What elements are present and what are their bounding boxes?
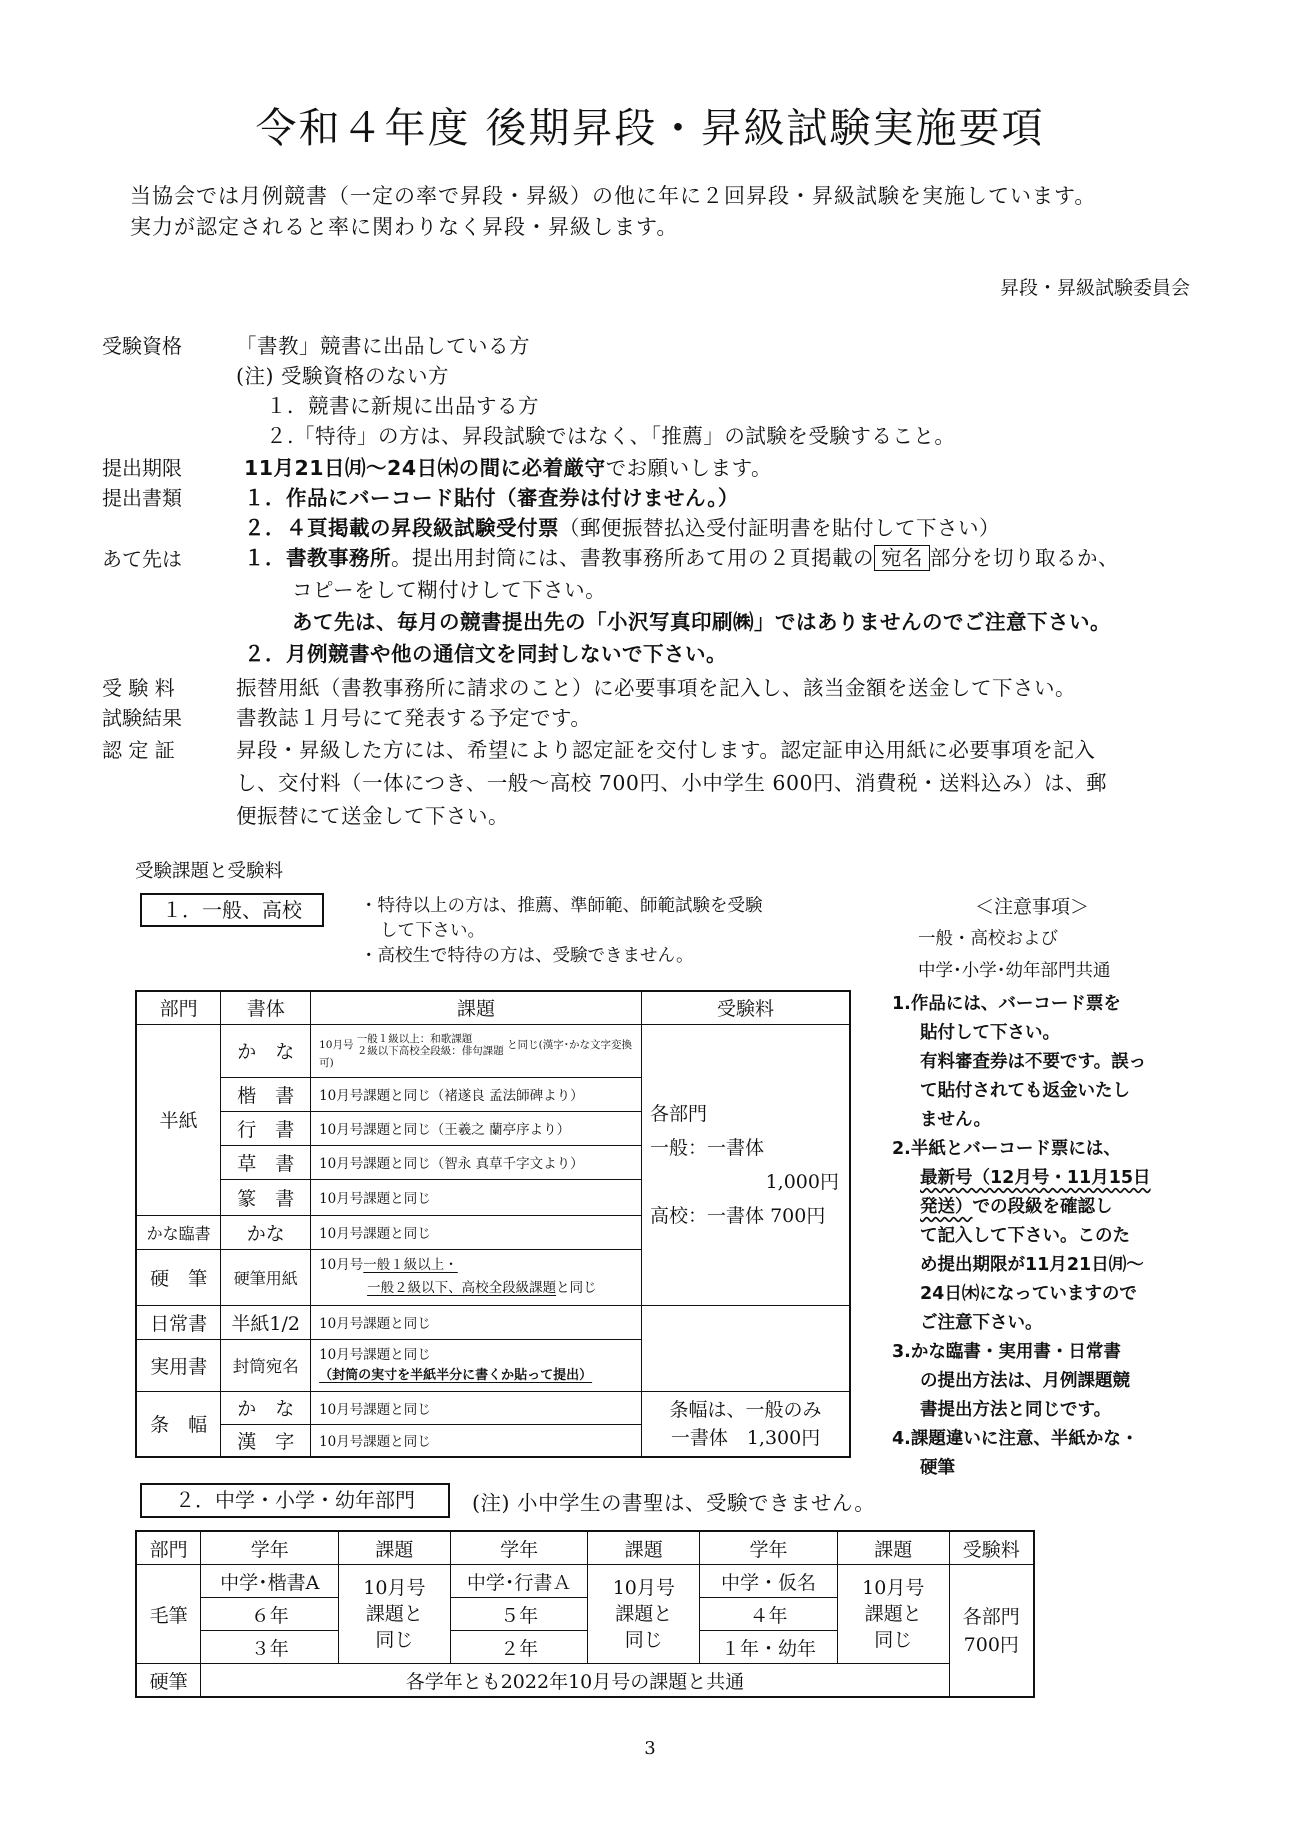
bumon-jofuku: 条 幅 <box>136 1391 221 1457</box>
header-bumon: 部門 <box>136 1531 201 1565</box>
task-kohitsu-c: 一般２級以下、高校全段級課題 <box>367 1280 557 1296</box>
bumon-kanarinsho: かな臨書 <box>136 1215 221 1249</box>
header-fee: 受験料 <box>949 1531 1034 1565</box>
table-row <box>136 1305 850 1339</box>
grade-3-1: 中学・仮名 <box>700 1565 838 1598</box>
intro-line-2: 実力が認定されると率に関わりなく昇段・昇級します。 <box>130 215 679 239</box>
style-sosho: 草 書 <box>221 1145 311 1179</box>
grade-1-2: ６年 <box>201 1598 339 1631</box>
style-kaisho: 楷 書 <box>221 1077 311 1111</box>
address-line-1 <box>244 541 1119 571</box>
grade-3-2: ４年 <box>700 1598 838 1631</box>
bumon-kohitsu: 硬筆 <box>136 1664 201 1698</box>
note-1-line-5: ません。 <box>920 1110 992 1130</box>
task-kohitsu-b: 一般１級以上・ <box>363 1257 458 1273</box>
grade-2-1: 中学･行書Ａ <box>450 1565 588 1598</box>
certificate-line-1: 昇段・昇級した方には、希望により認定証を交付します。認定証申込用紙に必要事項を記入 <box>236 738 1096 762</box>
header-grade-2: 学年 <box>450 1531 588 1565</box>
note-1-line-2: 貼付して下さい。 <box>920 1023 1060 1043</box>
fee-text: 振替用紙（書教事務所に請求のこと）に必要事項を記入し、該当金額を送金して下さい。 <box>236 676 1076 700</box>
style-kana: か な <box>221 1024 311 1077</box>
label-documents: 提出書類 <box>102 486 182 510</box>
part1-bullet-1a: ・特待以上の方は、推薦、準師範、師範試験を受験 <box>360 896 763 916</box>
table-row <box>136 1024 850 1077</box>
eligibility-line-3: １．競書に新規に出品する方 <box>266 394 539 418</box>
part2-header-row <box>136 1531 1034 1565</box>
task-jitsuyo-a: 10月号課題と同じ <box>319 1346 431 1363</box>
task-2-line-2: 課題と <box>615 1603 673 1625</box>
part1-header-row <box>136 991 850 1024</box>
part1-bullet-2: ・高校生で特待の方は、受験できません。 <box>360 946 694 966</box>
task-2-line-1: 10月号 <box>612 1577 675 1599</box>
label-fee: 受 験 料 <box>102 676 175 700</box>
grade-1-1: 中学･楷書A <box>201 1565 339 1598</box>
part1-bullet-1b: して下さい。 <box>380 921 485 941</box>
note-1-line-3: 有料審査券は不要です。誤っ <box>920 1052 1147 1072</box>
task-kaisho: 10月号課題と同じ（褚遂良 孟法師碑より） <box>311 1077 642 1111</box>
style-jitsuyo: 封筒宛名 <box>221 1339 311 1391</box>
header-kadai: 課題 <box>311 991 642 1024</box>
label-result: 試験結果 <box>102 706 182 730</box>
bumon-mouhitsu: 毛筆 <box>136 1565 201 1664</box>
eligibility-line-1: 「書教」競書に出品している方 <box>236 334 530 358</box>
note-3-line-2: の提出方法は、月例課題競 <box>920 1371 1130 1391</box>
note-2-line-3-a: 発送） <box>920 1197 973 1217</box>
part1-table <box>135 990 851 1458</box>
address-line-1-a: 。提出用封筒には、書教事務所あて用の２頁掲載の <box>391 546 874 570</box>
table-row <box>136 1664 1034 1698</box>
fee-line-3: 1,000円 <box>765 1170 839 1193</box>
result-text: 書教誌１月号にて発表する予定です。 <box>236 706 592 730</box>
style-kohitsu: 硬筆用紙 <box>221 1249 311 1305</box>
fee-line-1: 各部門 <box>650 1102 708 1125</box>
header-fee: 受験料 <box>642 991 850 1024</box>
documents-line-2-rest: （郵便振替払込受付証明書を貼付して下さい） <box>559 516 1000 540</box>
intro-line-1: 当協会では月例競書（一定の率で昇段・昇級）の他に年に２回昇段・昇級試験を実施しています。 <box>130 184 1097 208</box>
task-kana-b: 一般１級以上：和歌課題 <box>356 1032 473 1045</box>
task-jitsuyo <box>311 1339 642 1391</box>
task-kohitsu <box>311 1249 642 1305</box>
notes-list <box>892 990 1222 1483</box>
kohitsu-task: 各学年とも2022年10月号の課題と共通 <box>201 1664 949 1698</box>
part2-table <box>135 1530 1035 1698</box>
label-certificate: 認 定 証 <box>102 738 175 762</box>
notes-title: ＜注意事項＞ <box>975 896 1090 918</box>
address-office: １．書教事務所 <box>244 546 391 570</box>
task-kana-d: と同じ(漢字･かな文字変換可) <box>319 1038 633 1069</box>
header-grade-1: 学年 <box>201 1531 339 1565</box>
header-bumon: 部門 <box>136 991 221 1024</box>
label-eligibility: 受験資格 <box>102 334 182 358</box>
task-tensho: 10月号課題と同じ <box>311 1179 642 1215</box>
notes-sub-2: 中学･小学･幼年部門共通 <box>918 961 1111 981</box>
note-2-line-3-b: での段級を確認し <box>972 1197 1113 1217</box>
fee-jofuku-1: 条幅は、一般のみ <box>669 1398 822 1421</box>
note-1-line-1: 1.作品には、バーコード票を <box>892 994 1121 1014</box>
grade-1-3: ３年 <box>201 1631 339 1664</box>
note-2-line-4: て記入して下さい。このた <box>920 1226 1130 1246</box>
task-kanarinsho: 10月号課題と同じ <box>311 1215 642 1249</box>
style-gyosho: 行 書 <box>221 1111 311 1145</box>
style-nichijo: 半紙1/2 <box>221 1305 311 1339</box>
header-task-3: 課題 <box>837 1531 949 1565</box>
style-tensho: 篆 書 <box>221 1179 311 1215</box>
subjects-heading: 受験課題と受験料 <box>135 861 284 882</box>
address-line-3: あて先は、毎月の競書提出先の「小沢写真印刷㈱」ではありませんのでご注意下さい。 <box>292 610 1111 634</box>
task-3-line-2: 課題と <box>864 1603 922 1625</box>
address-line-4: ２．月例競書や他の通信文を同封しないで下さい。 <box>244 642 727 666</box>
header-task-1: 課題 <box>339 1531 451 1565</box>
part2-fee-line-1: 各部門 <box>962 1605 1020 1628</box>
task-kana-a: 10月号 <box>319 1038 354 1051</box>
task-kana-c: ２級以下高校全段級：俳句課題 <box>356 1044 504 1057</box>
note-1-line-4: て貼付されても返金いたし <box>920 1081 1130 1101</box>
task-kohitsu-d: と同じ <box>556 1280 597 1296</box>
note-3-line-3: 書提出方法と同じです。 <box>920 1400 1112 1420</box>
task-cell-1 <box>339 1565 451 1664</box>
style-jofuku-kanji: 漢 字 <box>221 1424 311 1457</box>
task-2-line-3: 同じ <box>624 1629 663 1651</box>
fee-cell <box>642 1024 850 1305</box>
grade-2-2: ５年 <box>450 1598 588 1631</box>
part2-fee-line-2: 700円 <box>963 1633 1019 1656</box>
part1-label: １．一般、高校 <box>140 893 324 927</box>
part2-fee-cell <box>949 1565 1034 1698</box>
task-kana <box>311 1024 642 1077</box>
task-sosho: 10月号課題と同じ（智永 真草千字文より） <box>311 1145 642 1179</box>
deadline-rest: でお願いします。 <box>605 456 772 480</box>
eligibility-line-4: ２.「特待」の方は、昇段試験ではなく、「推薦」の試験を受験すること。 <box>266 424 956 448</box>
grade-2-3: ２年 <box>450 1631 588 1664</box>
deadline-strong: 11月21日㈪〜24日㈭の間に必着厳守 <box>244 456 606 480</box>
deadline-text <box>244 451 772 481</box>
label-deadline: 提出期限 <box>102 456 182 480</box>
fee-jofuku-cell <box>642 1391 850 1457</box>
task-3-line-1: 10月号 <box>862 1577 925 1599</box>
documents-line-2 <box>244 511 1000 541</box>
bumon-jitsuyo: 実用書 <box>136 1339 221 1391</box>
table-row <box>136 1565 1034 1598</box>
task-1-line-3: 同じ <box>375 1629 414 1651</box>
note-4-line-2: 硬筆 <box>920 1458 955 1478</box>
notes-sub-1: 一般・高校および <box>918 929 1058 949</box>
documents-line-2-strong: ２．４頁掲載の昇段級試験受付票 <box>244 516 559 540</box>
note-3-line-1: 3.かな臨書・実用書・日常書 <box>892 1342 1121 1362</box>
note-2-line-6: 24日㈭になっていますので <box>920 1284 1137 1304</box>
task-jofuku-kana: 10月号課題と同じ <box>311 1391 642 1424</box>
bumon-kohitsu: 硬 筆 <box>136 1249 221 1305</box>
task-jitsuyo-b: （封筒の実寸を半紙半分に書くか貼って提出） <box>319 1367 593 1383</box>
task-kohitsu-a: 10月号 <box>319 1257 364 1273</box>
bumon-nichijo: 日常書 <box>136 1305 221 1339</box>
address-line-1-b: 部分を切り取るか、 <box>930 546 1119 570</box>
note-4-line-1: 4.課題違いに注意、半紙かな・ <box>892 1429 1139 1449</box>
address-line-2: コピーをして糊付けして下さい。 <box>292 578 607 602</box>
note-2-line-1: 2.半紙とバーコード票には、 <box>892 1139 1121 1159</box>
task-3-line-3: 同じ <box>874 1629 913 1651</box>
task-kana-levels <box>357 1033 504 1057</box>
header-task-2: 課題 <box>588 1531 700 1565</box>
note-2-line-7: ご注意下さい。 <box>920 1313 1043 1333</box>
page-title: 令和４年度 後期昇段・昇級試験実施要項 <box>255 104 1045 152</box>
certificate-line-2: し、交付料（一体につき、一般〜高校 700円、小中学生 600円、消費税・送料込み）は、郵 <box>236 771 1108 795</box>
fee-line-4: 高校：一書体 700円 <box>650 1204 826 1227</box>
grade-3-3: １年・幼年 <box>700 1631 838 1664</box>
eligibility-line-2: (注) 受験資格のない方 <box>236 364 450 388</box>
address-label-box: 宛名 <box>874 545 930 571</box>
header-grade-3: 学年 <box>700 1531 838 1565</box>
page-number: 3 <box>644 1738 656 1759</box>
note-2-line-3 <box>892 1193 1222 1222</box>
task-nichijo: 10月号課題と同じ <box>311 1305 642 1339</box>
task-cell-2 <box>588 1565 700 1664</box>
committee-name: 昇段・昇級試験委員会 <box>999 277 1190 299</box>
style-jofuku-kana: か な <box>221 1391 311 1424</box>
fee-empty-cell <box>642 1305 850 1391</box>
part2-note: (注) 小中学生の書聖は、受験できません。 <box>472 1491 876 1515</box>
documents-line-1: １．作品にバーコード貼付（審査券は付けません。） <box>244 486 739 510</box>
note-2-line-5: め提出期限が11月21日㈪〜 <box>920 1255 1144 1275</box>
task-jofuku-kanji: 10月号課題と同じ <box>311 1424 642 1457</box>
header-shotai: 書体 <box>221 991 311 1024</box>
table-row <box>136 1391 850 1424</box>
hanshi-cell: 半紙 <box>136 1024 221 1215</box>
task-1-line-2: 課題と <box>365 1603 423 1625</box>
label-address: あて先は <box>102 547 182 571</box>
style-kanarinsho: かな <box>221 1215 311 1249</box>
task-1-line-1: 10月号 <box>363 1577 426 1599</box>
note-2-line-2: 最新号（12月号・11月15日 <box>920 1168 1151 1188</box>
part2-label: ２．中学・小学・幼年部門 <box>140 1483 450 1518</box>
task-cell-3 <box>837 1565 949 1664</box>
fee-line-2: 一般：一書体 <box>650 1136 765 1159</box>
task-gyosho: 10月号課題と同じ（王羲之 蘭亭序より） <box>311 1111 642 1145</box>
fee-jofuku-2: 一書体 1,300円 <box>670 1426 821 1449</box>
certificate-line-3: 便振替にて送金して下さい。 <box>236 804 509 828</box>
